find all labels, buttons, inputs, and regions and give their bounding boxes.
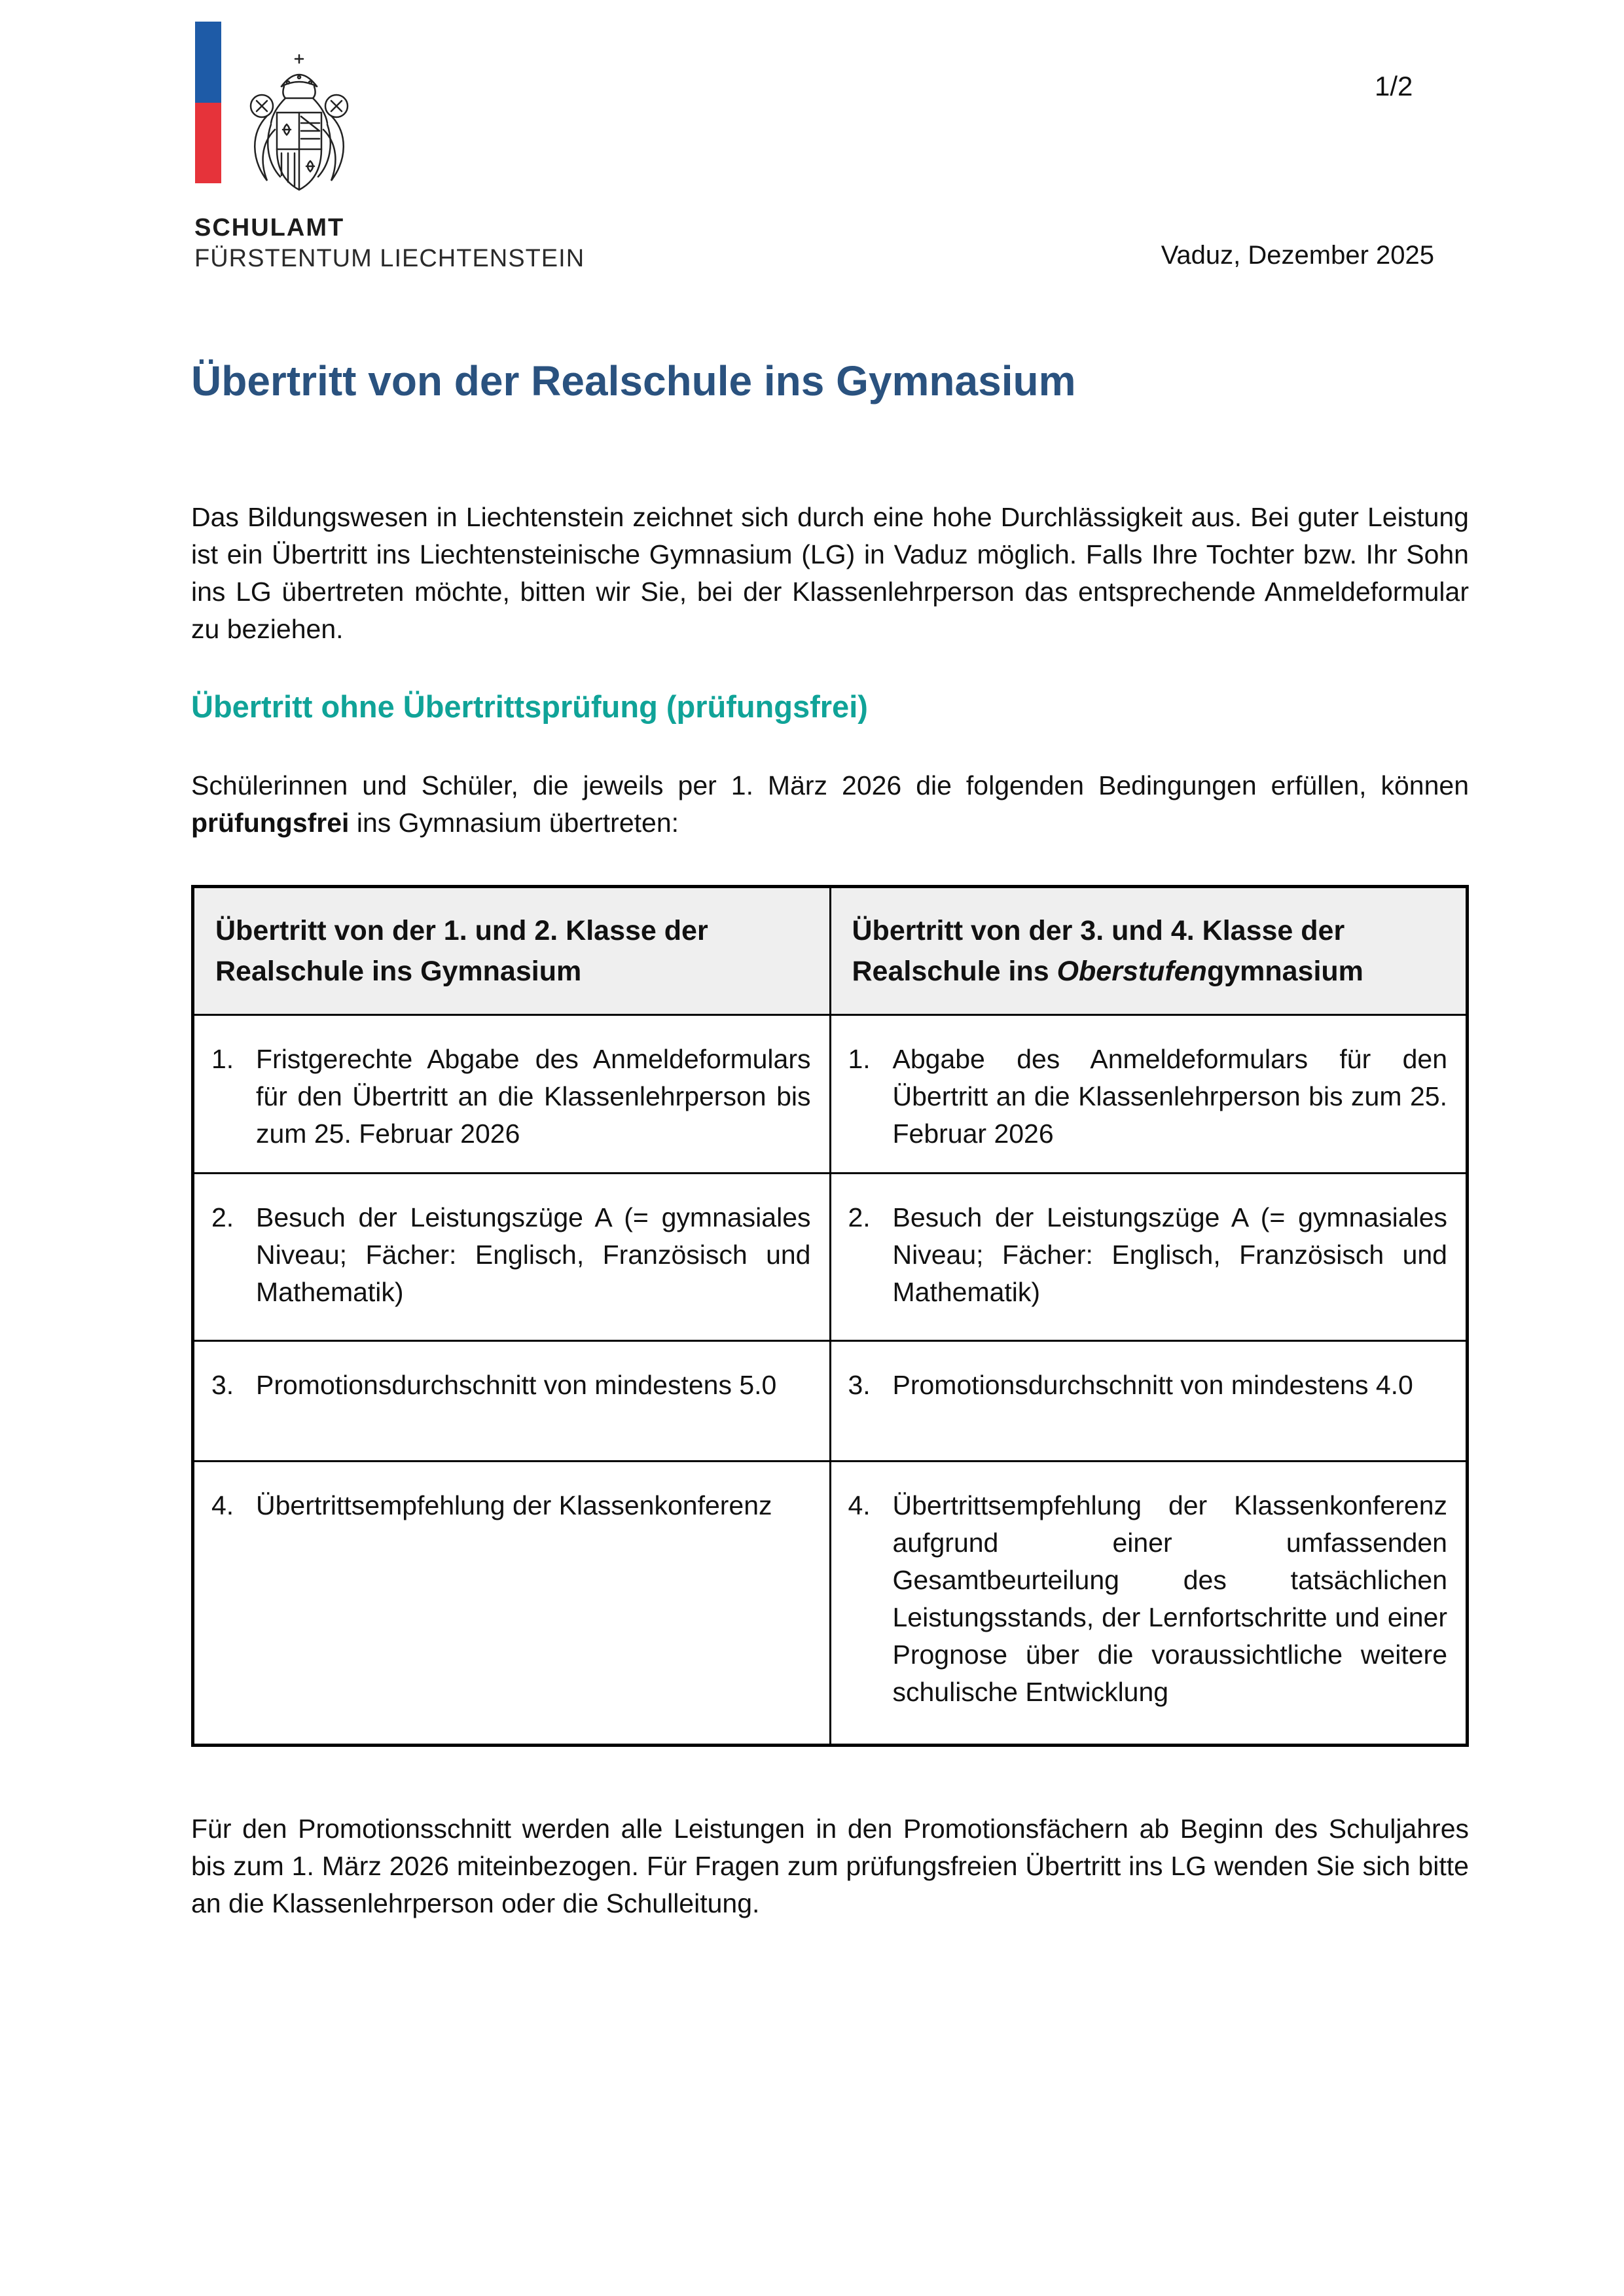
- section-intro-bold: prüfungsfrei: [191, 808, 350, 838]
- condition-cell: [830, 1174, 1468, 1341]
- table-header-right: [830, 887, 1468, 1015]
- condition-cell: [830, 1341, 1468, 1462]
- section-intro-after: ins Gymnasium übertreten:: [349, 808, 679, 838]
- condition-cell: [193, 1015, 831, 1174]
- item-number: 2.: [211, 1202, 234, 1232]
- condition-text: Besuch der Leistungszüge A (= gymnasiales Niveau; Fächer: Englisch, Französisch und Mathematik): [892, 1202, 1447, 1307]
- item-number: 1.: [848, 1044, 871, 1074]
- condition-text: Promotionsdurchschnitt von mindestens 5.0: [256, 1370, 777, 1400]
- condition-cell: [193, 1341, 831, 1462]
- item-number: 3.: [848, 1370, 871, 1400]
- table-header-left-text: Übertritt von der 1. und 2. Klasse der Realschule ins Gymnasium: [215, 915, 708, 987]
- section-intro-before: Schülerinnen und Schüler, die jeweils per 1. März 2026 die folgenden Bedingungen erfüllen, können: [191, 770, 1469, 800]
- org-name: SCHULAMT: [194, 214, 345, 242]
- item-number: 2.: [848, 1202, 871, 1232]
- table-header-left: [193, 887, 831, 1015]
- condition-text: Übertrittsempfehlung der Klassenkonferenz aufgrund einer umfassenden Gesamtbeurteilung des tatsächlichen Leistungsstands, der Lernfortschritte und einer Prognose über die voraussichtliche weitere schulische Entwicklung: [892, 1490, 1447, 1707]
- date-line: Vaduz, Dezember 2025: [1161, 241, 1434, 270]
- closing-paragraph: Für den Promotionsschnitt werden alle Leistungen in den Promotionsfächern ab Beginn des Schuljahres bis zum 1. März 2026 miteinbezogen. Für Fragen zum prüfungsfreien Übertritt ins LG wenden Sie sich bitte an die Klassenlehrperson oder die Schulleitung.: [191, 1814, 1469, 1918]
- conditions-table: [191, 885, 1469, 1747]
- condition-text: Abgabe des Anmeldeformulars für den Übertritt an die Klassenlehrperson bis zum 25. Februar 2026: [892, 1044, 1447, 1149]
- item-number: 4.: [848, 1490, 871, 1520]
- condition-text: Übertrittsempfehlung der Klassenkonferenz: [256, 1490, 772, 1520]
- condition-text: Fristgerechte Abgabe des Anmeldeformulars für den Übertritt an die Klassenlehrperson bis zum 25. Februar 2026: [256, 1044, 811, 1149]
- logo-bar-red: [195, 103, 221, 183]
- table-row: [193, 1174, 1468, 1341]
- conditions-table-header: [193, 887, 1468, 1015]
- section-heading: Übertritt ohne Übertrittsprüfung (prüfungsfrei): [191, 689, 868, 724]
- logo-color-bar: [195, 22, 221, 183]
- section-intro-paragraph: [191, 767, 1469, 842]
- table-row: [193, 1341, 1468, 1462]
- org-subtitle: FÜRSTENTUM LIECHTENSTEIN: [194, 245, 585, 272]
- coat-of-arms-icon: [241, 52, 357, 199]
- condition-cell: [193, 1174, 831, 1341]
- item-number: 3.: [211, 1370, 234, 1400]
- table-header-row: [193, 887, 1468, 1015]
- document-title: Übertritt von der Realschule ins Gymnasium: [191, 357, 1076, 404]
- item-number: 1.: [211, 1044, 234, 1074]
- condition-cell: [193, 1462, 831, 1746]
- page-number: 1/2: [1375, 71, 1413, 101]
- intro-paragraph: Das Bildungswesen in Liechtenstein zeichnet sich durch eine hohe Durchlässigkeit aus. Bei guter Leistung ist ein Übertritt ins Liechtensteinische Gymnasium (LG) in Vaduz möglich. Falls Ihre Tochter bzw. Ihr Sohn ins LG übertreten möchte, bitten wir Sie, bei der Klassenlehrperson das entsprechende Anmeldeformular zu beziehen.: [191, 502, 1469, 644]
- condition-cell: [830, 1015, 1468, 1174]
- table-row: [193, 1462, 1468, 1746]
- condition-text: Besuch der Leistungszüge A (= gymnasiales Niveau; Fächer: Englisch, Französisch und Mathematik): [256, 1202, 811, 1307]
- table-row: [193, 1015, 1468, 1174]
- item-number: 4.: [211, 1490, 234, 1520]
- table-header-right-italic: Oberstufen: [1056, 956, 1207, 987]
- logo-bar-blue: [195, 22, 221, 103]
- condition-text: Promotionsdurchschnitt von mindestens 4.0: [892, 1370, 1413, 1400]
- table-header-right-prefix: Übertritt von der 3. und 4. Klasse der Realschule ins: [852, 915, 1345, 987]
- table-header-right-suffix: gymnasium: [1206, 956, 1363, 987]
- condition-cell: [830, 1462, 1468, 1746]
